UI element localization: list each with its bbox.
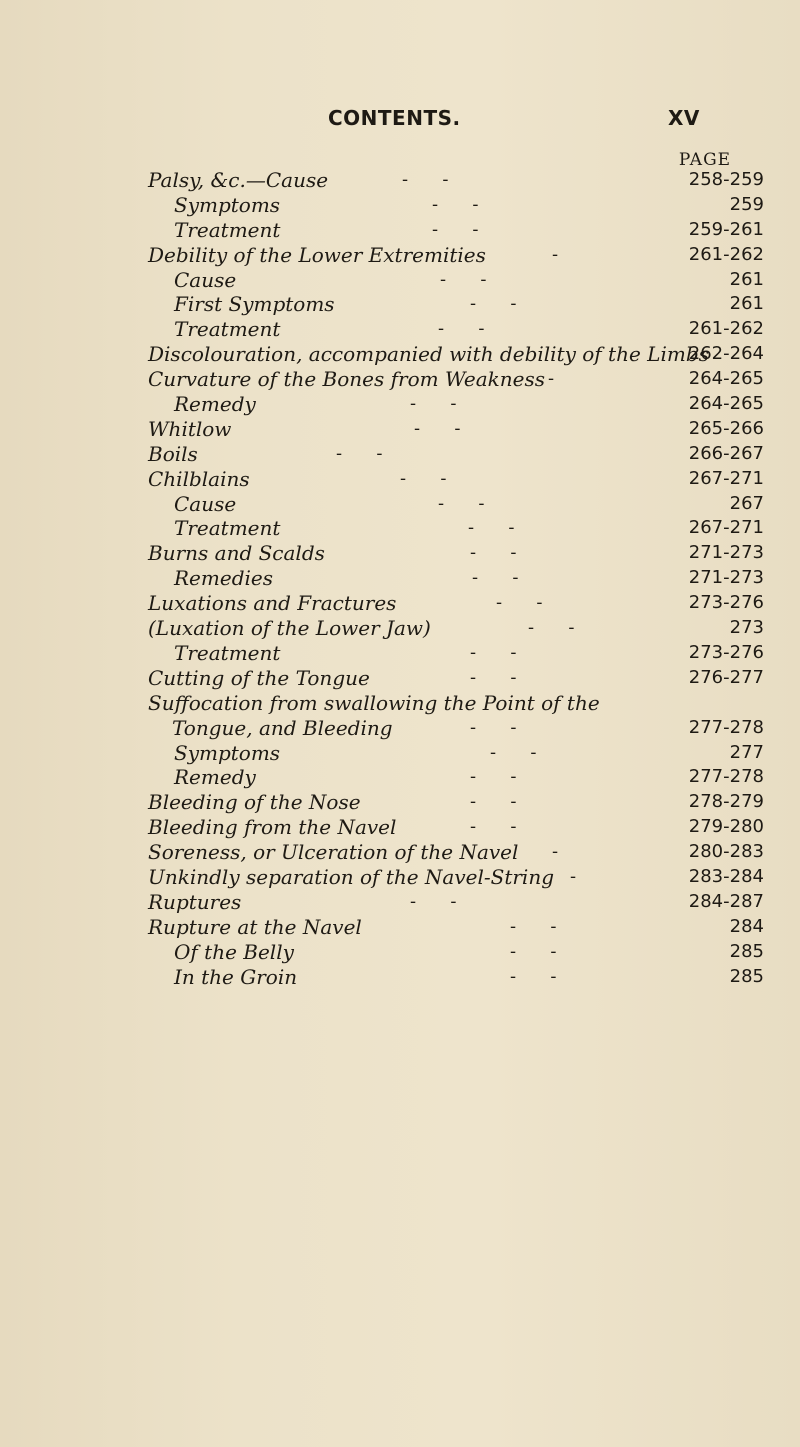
contents-entry [0,790,800,815]
entry-label-line: Treatment [174,640,281,665]
entry-label-line: Treatment [174,317,281,342]
leader-dashes: - - [336,442,383,464]
contents-entry [0,566,800,591]
entry-page-range: 262-264 [688,343,764,365]
entry-label-line: Symptoms [174,192,281,217]
entry-label [148,467,250,492]
entry-page-range: 285 [729,940,764,962]
entry-label [148,691,600,741]
entry-label-line: Chilblains [148,466,250,491]
entry-label [174,292,335,317]
contents-entry [0,516,800,541]
entry-page-range: 277 [729,741,764,763]
entry-page-range: 264-265 [688,393,764,415]
entry-page-range: 273-276 [688,641,764,663]
leader-dashes: - [548,368,555,390]
entry-label [148,168,328,193]
entry-label [148,442,198,467]
leader-dashes: - - [510,915,557,937]
page-column-heading: PAGE [678,150,732,170]
leader-dashes: - - [432,193,479,215]
entry-label [148,591,396,616]
contents-entry [0,193,800,218]
entry-label [148,865,554,890]
entry-page-range: 283-284 [688,865,764,887]
entry-page-range: 264-265 [688,368,764,390]
entry-label-line: Palsy, &c.—Cause [148,168,329,192]
entry-page-range: 271-273 [688,567,764,589]
contents-entry [0,765,800,790]
entry-page-range: 267-271 [688,467,764,489]
contents-entry [0,616,800,641]
leader-dashes: - - [470,293,517,315]
entry-page-range: 278-279 [688,791,764,813]
entry-label-line: Remedies [174,566,273,591]
entry-page-range: 267 [729,492,764,514]
contents-entry [0,392,800,417]
entry-page-range: 265-266 [688,417,764,439]
entry-label-line: Treatment [174,516,281,541]
entry-label-line: Remedy [174,765,256,790]
leader-dashes: - - [432,218,479,240]
entry-page-range: 261-262 [688,318,764,340]
contents-list [0,168,800,989]
leader-dashes: - - [470,542,517,564]
entry-page-range: 276-277 [688,666,764,688]
entry-page-range: 284-287 [688,890,764,912]
entry-page-range: 261 [729,268,764,290]
entry-label-line: Of the Belly [174,939,294,964]
entry-label-line: Boils [148,441,198,466]
leader-dashes: - - [410,890,457,912]
entry-label [148,890,241,915]
entry-label [148,367,545,392]
entry-label-line: Ruptures [148,889,242,914]
contents-entry [0,243,800,268]
contents-entry [0,666,800,691]
contents-entry [0,815,800,840]
page-folio: XV [668,106,700,130]
entry-label [174,741,280,766]
leader-dashes: - - [402,169,449,190]
leader-dashes: - - [528,617,575,639]
leader-dashes: - - [470,716,517,738]
entry-label [148,915,362,940]
entry-page-range: 266-267 [688,442,764,464]
leader-dashes: - - [440,268,487,290]
contents-entry [0,890,800,915]
leader-dashes: - - [470,816,517,838]
entry-label [174,492,236,517]
entry-page-range: 277-278 [688,716,764,738]
leader-dashes: - - [496,592,543,614]
contents-entry [0,915,800,940]
entry-label [174,218,280,243]
entry-label [174,317,280,342]
entry-page-range: 280-283 [688,841,764,863]
entry-label [174,641,280,666]
entry-label [148,243,486,268]
entry-label-line: Tongue, and Bleeding [172,715,393,740]
leader-dashes: - - [470,791,517,813]
entry-page-range: 285 [729,965,764,987]
contents-entry [0,367,800,392]
leader-dashes: - - [470,641,517,663]
entry-label-line: Treatment [174,217,281,242]
entry-page-range: 259-261 [688,218,764,240]
entry-label-line: Cause [174,491,237,516]
entry-label-line: Rupture at the Navel [148,914,362,939]
entry-page-range: 273 [729,617,764,639]
entry-label-line: Discolouration, accompanied with debility of the Limbs [148,342,709,367]
entry-label-line: Bleeding from the Navel [148,815,397,840]
leader-dashes: - - [510,965,557,987]
entry-label-line: Burns and Scalds [148,541,325,566]
entry-label-line: In the Groin [174,964,298,989]
contents-entry [0,492,800,517]
entry-page-range: 271-273 [688,542,764,564]
entry-label-line: Soreness, or Ulceration of the Navel [148,840,519,865]
leader-dashes: - [552,243,559,265]
entry-label [174,566,273,591]
entry-label [174,940,294,965]
entry-label-line: Bleeding of the Nose [148,790,361,815]
leader-dashes: - - [400,467,447,489]
entry-label [148,666,370,691]
leader-dashes: - - [414,417,461,439]
leader-dashes: - - [510,940,557,962]
leader-dashes: - - [468,517,515,539]
entry-label-line: Debility of the Lower Extremities [148,242,486,267]
entry-label [148,417,231,442]
entry-page-range: 261 [729,293,764,315]
entry-label [174,965,297,990]
entry-page-range: 284 [729,915,764,937]
entry-page-range: 277-278 [688,766,764,788]
entry-label-line: Remedy [174,392,256,417]
page-header [0,106,800,136]
entry-label-line: Unkindly separation of the Navel-String [148,864,555,889]
entry-label [174,268,236,293]
contents-entry [0,268,800,293]
leader-dashes: - - [470,766,517,788]
entry-label-line: Symptoms [174,740,281,765]
leader-dashes: - - [490,741,537,763]
entry-page-range: 273-276 [688,592,764,614]
contents-entry [0,541,800,566]
entry-label [174,516,280,541]
contents-entry [0,965,800,990]
entry-page-range: 279-280 [688,816,764,838]
entry-page-range: 261-262 [688,243,764,265]
contents-entry [0,417,800,442]
contents-entry [0,292,800,317]
entry-label [174,392,256,417]
leader-dashes: - - [410,393,457,415]
entry-label-line: Luxations and Fractures [148,591,397,616]
entry-label [148,790,361,815]
leader-dashes: - - [470,666,517,688]
entry-label [148,342,709,367]
leader-dashes: - - [472,567,519,589]
leader-dashes: - [552,841,559,863]
contents-entry [0,691,800,741]
entry-page-range: 259 [729,193,764,215]
contents-entry [0,168,800,193]
entry-label [174,193,280,218]
contents-entry [0,342,800,367]
entry-label-line: First Symptoms [174,292,335,317]
entry-label [148,616,431,641]
leader-dashes: - [570,865,577,887]
running-head-title: CONTENTS. [328,106,461,130]
entry-page-range: 267-271 [688,517,764,539]
contents-entry [0,865,800,890]
leader-dashes: - - [438,492,485,514]
leader-dashes: - - [438,318,485,340]
entry-label-line: Cause [174,267,237,292]
contents-entry [0,442,800,467]
contents-entry [0,317,800,342]
entry-page-range: 258-259 [688,169,764,190]
entry-label [174,765,256,790]
contents-entry [0,218,800,243]
entry-label [148,541,325,566]
entry-label-line: Cutting of the Tongue [148,665,370,690]
contents-entry [0,467,800,492]
contents-entry [0,641,800,666]
entry-label [148,815,396,840]
entry-label-line: Curvature of the Bones from Weakness [148,367,546,392]
contents-entry [0,940,800,965]
entry-label-line: (Luxation of the Lower Jaw) [148,616,431,641]
contents-entry [0,840,800,865]
contents-entry [0,591,800,616]
entry-label [148,840,518,865]
entry-label-line: Suffocation from swallowing the Point of the [148,690,600,715]
entry-label-line: Whitlow [148,416,232,441]
contents-entry [0,741,800,766]
